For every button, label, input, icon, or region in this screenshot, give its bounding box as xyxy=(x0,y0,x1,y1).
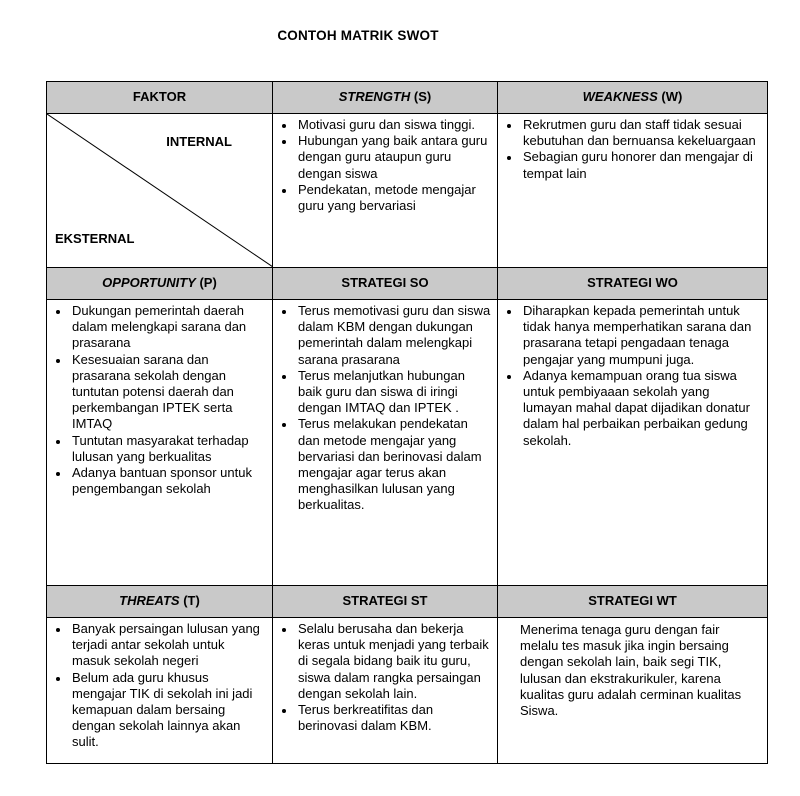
weakness-code: (W) xyxy=(661,89,683,105)
so-item: • Terus melanjutkan hubungan baik guru dan siswa di iringi dengan IMTAQ dan IPTEK . xyxy=(296,368,491,417)
strength-header xyxy=(273,82,498,114)
weakness-list xyxy=(498,117,761,182)
wo-list xyxy=(498,303,761,449)
strategi-so-cell xyxy=(273,300,498,586)
so-item: • Terus melakukan pendekatan dan metode mengajar yang bervariasi dan berinovasi dalam mengajar agar terus akan menghasilkan lulusan yang berkualitas. xyxy=(296,416,491,513)
strategi-wt-header: STRATEGI WT xyxy=(498,586,768,618)
header-row-3 xyxy=(47,586,768,618)
strategi-wt-cell xyxy=(498,618,768,764)
opportunity-code: (P) xyxy=(199,275,217,291)
eksternal-label: EKSTERNAL xyxy=(55,230,135,246)
weakness-item: • Rekrutmen guru dan staff tidak sesuai kebutuhan dan bernuansa kekeluargaan xyxy=(521,117,761,149)
header-row-1 xyxy=(47,82,768,114)
st-list xyxy=(273,621,491,734)
factor-row xyxy=(47,114,768,268)
opportunity-list xyxy=(47,303,266,497)
strength-cell xyxy=(273,114,498,268)
wo-item: • Adanya kemampuan orang tua siswa untuk pembiyaaan sekolah yang lumayan mahal dapat dijadikan donatur dalam hal perbaikan perbaikan gedung sekolah. xyxy=(521,368,761,449)
threats-code: (T) xyxy=(183,593,200,609)
strength-code: (S) xyxy=(413,89,432,105)
opportunity-item: • Dukungan pemerintah daerah dalam melengkapi sarana dan prasarana xyxy=(70,303,266,352)
threats-list xyxy=(47,621,266,751)
strategi-st-header: STRATEGI ST xyxy=(273,586,498,618)
strength-word: STRENGTH xyxy=(338,89,411,105)
strategi-wo-cell xyxy=(498,300,768,586)
header-row-2 xyxy=(47,268,768,300)
wo-item: • Diharapkan kepada pemerintah untuk tidak hanya memperhatikan sarana dan prasarana tetapi pengadaan tenaga pengajar yang mumpuni juga. xyxy=(521,303,761,368)
st-item: • Selalu berusaha dan bekerja keras untuk menjadi yang terbaik di segala bidang baik itu guru, siswa dalam rangka persaingan dengan sekolah lain. xyxy=(296,621,491,702)
opportunity-item: • Tuntutan masyarakat terhadap lulusan yang berkualitas xyxy=(70,433,266,465)
diagonal-cell xyxy=(47,114,273,268)
opportunity-header xyxy=(47,268,273,300)
so-list xyxy=(273,303,491,514)
strategi-so-header: STRATEGI SO xyxy=(273,268,498,300)
opportunity-item: • Kesesuaian sarana dan prasarana sekolah dengan tuntutan potensi daerah dan perkembangan IPTEK serta IMTAQ xyxy=(70,352,266,433)
strength-item: • Hubungan yang baik antara guru dengan guru ataupun guru dengan siswa xyxy=(296,133,491,182)
document-title: CONTOH MATRIK SWOT xyxy=(277,28,439,43)
strength-item: • Pendekatan, metode mengajar guru yang bervariasi xyxy=(296,182,491,214)
weakness-cell xyxy=(498,114,768,268)
threats-cell xyxy=(47,618,273,764)
swot-matrix-table xyxy=(46,81,768,764)
threat-item: • Banyak persaingan lulusan yang terjadi antar sekolah untuk masuk sekolah negeri xyxy=(70,621,266,670)
opportunity-row xyxy=(47,300,768,586)
weakness-header xyxy=(498,82,768,114)
threats-word: THREATS xyxy=(119,593,180,609)
opportunity-cell xyxy=(47,300,273,586)
strategi-wo-header: STRATEGI WO xyxy=(498,268,768,300)
strength-item: • Motivasi guru dan siswa tinggi. xyxy=(296,117,491,133)
threats-header xyxy=(47,586,273,618)
strength-list xyxy=(273,117,491,214)
faktor-header: FAKTOR xyxy=(47,82,273,114)
wt-text: Menerima tenaga guru dengan fair melalu tes masuk jika ingin bersaing dengan sekolah lain, baik segi TIK, lulusan dan ekstrakurikuler, karena kualitas guru adalah cerminan kualitas Siswa. xyxy=(520,622,742,719)
st-item: • Terus berkreatifitas dan berinovasi dalam KBM. xyxy=(296,702,491,734)
so-item: • Terus memotivasi guru dan siswa dalam KBM dengan dukungan pemerintah dalam melengkapi sarana prasarana xyxy=(296,303,491,368)
opportunity-word: OPPORTUNITY xyxy=(102,275,196,291)
internal-label: INTERNAL xyxy=(166,134,232,149)
opportunity-item: • Adanya bantuan sponsor untuk pengembangan sekolah xyxy=(70,465,266,497)
threats-row xyxy=(47,618,768,764)
strategi-st-cell xyxy=(273,618,498,764)
weakness-item: • Sebagian guru honorer dan mengajar di tempat lain xyxy=(521,149,761,181)
weakness-word: WEAKNESS xyxy=(582,89,658,105)
threat-item: • Belum ada guru khusus mengajar TIK di sekolah ini jadi kemapuan dalam bersaing dengan sekolah lainnya akan sulit. xyxy=(70,670,266,751)
